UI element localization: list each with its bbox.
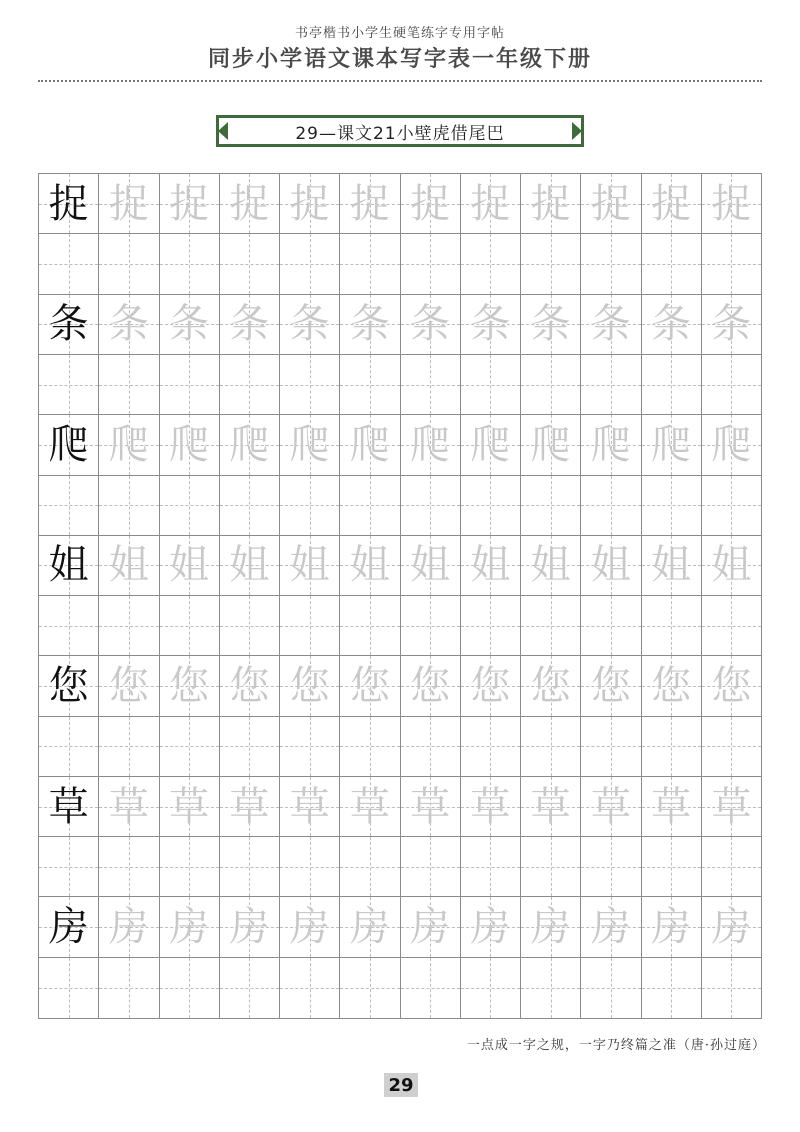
trace-cell[interactable] [99, 897, 159, 956]
trace-cell[interactable] [220, 295, 280, 354]
trace-cell[interactable] [401, 415, 461, 474]
trace-cell[interactable] [220, 656, 280, 715]
trace-character: 您 [651, 663, 692, 710]
trace-character: 姐 [229, 542, 270, 589]
trace-cell[interactable] [99, 295, 159, 354]
blank-cell[interactable] [521, 234, 581, 293]
character-row [39, 656, 761, 716]
blank-cell[interactable] [340, 958, 400, 1018]
trace-character: 爬 [711, 421, 752, 468]
trace-cell[interactable] [160, 174, 220, 233]
character-row [39, 897, 761, 957]
trace-character: 捉 [711, 180, 752, 227]
blank-cell[interactable] [642, 717, 702, 776]
trace-character: 草 [590, 783, 631, 830]
blank-cell[interactable] [280, 717, 340, 776]
trace-character: 姐 [410, 542, 451, 589]
trace-cell[interactable] [340, 174, 400, 233]
trace-character: 您 [590, 663, 631, 710]
practice-row [39, 295, 761, 416]
calligraphy-quote: 一点成一字之规，一字乃终篇之准（唐·孙过庭） [466, 1038, 766, 1053]
trace-cell[interactable] [461, 897, 521, 956]
trace-cell[interactable] [160, 897, 220, 956]
trace-character: 捉 [229, 180, 270, 227]
blank-cell[interactable] [160, 958, 220, 1018]
trace-cell[interactable] [702, 415, 761, 474]
lesson-banner [216, 115, 584, 147]
banner-right-arrow-icon [572, 122, 582, 140]
trace-cell[interactable] [702, 897, 761, 956]
blank-cell[interactable] [461, 717, 521, 776]
trace-character: 条 [590, 301, 631, 348]
trace-cell[interactable] [702, 295, 761, 354]
trace-character: 姐 [349, 542, 390, 589]
trace-cell[interactable] [642, 536, 702, 595]
model-character: 房 [48, 904, 89, 951]
trace-cell[interactable] [521, 656, 581, 715]
trace-cell[interactable] [581, 174, 641, 233]
trace-cell[interactable] [340, 656, 400, 715]
trace-cell[interactable] [99, 656, 159, 715]
trace-cell[interactable] [99, 777, 159, 836]
trace-character: 捉 [410, 180, 451, 227]
trace-character: 爬 [169, 421, 210, 468]
trace-cell[interactable] [280, 174, 340, 233]
trace-cell[interactable] [461, 415, 521, 474]
trace-character: 条 [169, 301, 210, 348]
trace-cell[interactable] [642, 174, 702, 233]
blank-cell[interactable] [220, 837, 280, 896]
blank-practice-row [39, 717, 761, 776]
blank-cell[interactable] [642, 958, 702, 1018]
trace-character: 条 [289, 301, 330, 348]
trace-character: 您 [711, 663, 752, 710]
trace-cell[interactable] [340, 415, 400, 474]
blank-cell[interactable] [581, 476, 641, 535]
blank-cell[interactable] [340, 355, 400, 414]
trace-character: 条 [530, 301, 571, 348]
trace-character: 条 [410, 301, 451, 348]
blank-cell[interactable] [642, 355, 702, 414]
blank-cell[interactable] [160, 234, 220, 293]
trace-character: 捉 [470, 180, 511, 227]
blank-cell[interactable] [401, 958, 461, 1018]
blank-cell[interactable] [39, 596, 99, 655]
blank-cell[interactable] [401, 717, 461, 776]
character-row [39, 536, 761, 596]
blank-cell[interactable] [642, 476, 702, 535]
blank-cell[interactable] [702, 234, 761, 293]
blank-cell[interactable] [581, 958, 641, 1018]
practice-row [39, 536, 761, 657]
trace-cell[interactable] [220, 415, 280, 474]
trace-cell[interactable] [280, 415, 340, 474]
model-cell[interactable] [39, 415, 99, 474]
blank-cell[interactable] [280, 596, 340, 655]
trace-cell[interactable] [642, 295, 702, 354]
trace-character: 房 [169, 904, 210, 951]
trace-cell[interactable] [521, 897, 581, 956]
blank-cell[interactable] [461, 355, 521, 414]
trace-cell[interactable] [581, 536, 641, 595]
trace-cell[interactable] [461, 536, 521, 595]
trace-character: 您 [530, 663, 571, 710]
blank-cell[interactable] [521, 476, 581, 535]
trace-character: 捉 [590, 180, 631, 227]
practice-row [39, 777, 761, 898]
trace-character: 条 [651, 301, 692, 348]
trace-character: 捉 [108, 180, 149, 227]
trace-cell[interactable] [521, 174, 581, 233]
trace-character: 条 [229, 301, 270, 348]
blank-cell[interactable] [702, 717, 761, 776]
blank-cell[interactable] [220, 717, 280, 776]
trace-cell[interactable] [99, 174, 159, 233]
blank-cell[interactable] [521, 958, 581, 1018]
blank-cell[interactable] [220, 596, 280, 655]
trace-cell[interactable] [280, 536, 340, 595]
character-row [39, 415, 761, 475]
trace-character: 爬 [410, 421, 451, 468]
header-subtitle: 书亭楷书小学生硬笔练字专用字帖 [294, 26, 505, 41]
trace-character: 房 [651, 904, 692, 951]
trace-cell[interactable] [160, 295, 220, 354]
trace-character: 捉 [289, 180, 330, 227]
trace-character: 爬 [651, 421, 692, 468]
blank-cell[interactable] [702, 476, 761, 535]
blank-cell[interactable] [581, 234, 641, 293]
trace-character: 房 [410, 904, 451, 951]
trace-character: 姐 [590, 542, 631, 589]
trace-character: 条 [108, 301, 149, 348]
blank-cell[interactable] [642, 837, 702, 896]
trace-cell[interactable] [99, 536, 159, 595]
model-cell[interactable] [39, 656, 99, 715]
blank-cell[interactable] [99, 476, 159, 535]
trace-cell[interactable] [160, 415, 220, 474]
trace-cell[interactable] [280, 295, 340, 354]
blank-cell[interactable] [461, 234, 521, 293]
trace-character: 姐 [289, 542, 330, 589]
blank-cell[interactable] [39, 476, 99, 535]
blank-cell[interactable] [99, 234, 159, 293]
blank-cell[interactable] [99, 355, 159, 414]
trace-cell[interactable] [401, 777, 461, 836]
trace-cell[interactable] [220, 536, 280, 595]
practice-row [39, 897, 761, 1018]
blank-cell[interactable] [642, 596, 702, 655]
blank-cell[interactable] [280, 234, 340, 293]
trace-character: 房 [108, 904, 149, 951]
trace-character: 草 [651, 783, 692, 830]
blank-cell[interactable] [702, 958, 761, 1018]
trace-cell[interactable] [702, 656, 761, 715]
model-cell[interactable] [39, 174, 99, 233]
trace-cell[interactable] [340, 295, 400, 354]
trace-cell[interactable] [401, 656, 461, 715]
page-title: 同步小学语文课本写字表一年级下册 [207, 46, 592, 72]
trace-cell[interactable] [581, 897, 641, 956]
blank-practice-row [39, 596, 761, 655]
blank-cell[interactable] [521, 717, 581, 776]
trace-character: 草 [349, 783, 390, 830]
blank-cell[interactable] [160, 355, 220, 414]
trace-cell[interactable] [581, 415, 641, 474]
blank-cell[interactable] [39, 355, 99, 414]
blank-cell[interactable] [220, 234, 280, 293]
blank-cell[interactable] [581, 717, 641, 776]
trace-cell[interactable] [340, 536, 400, 595]
blank-cell[interactable] [99, 958, 159, 1018]
trace-cell[interactable] [642, 656, 702, 715]
page-number: 29 [384, 1073, 418, 1097]
blank-cell[interactable] [401, 596, 461, 655]
trace-cell[interactable] [461, 295, 521, 354]
blank-cell[interactable] [461, 476, 521, 535]
practice-grid [38, 173, 762, 1019]
trace-character: 捉 [530, 180, 571, 227]
blank-cell[interactable] [702, 837, 761, 896]
trace-cell[interactable] [220, 897, 280, 956]
trace-character: 姐 [711, 542, 752, 589]
blank-cell[interactable] [280, 958, 340, 1018]
blank-cell[interactable] [521, 596, 581, 655]
trace-cell[interactable] [340, 897, 400, 956]
trace-character: 爬 [289, 421, 330, 468]
trace-character: 您 [410, 663, 451, 710]
blank-cell[interactable] [461, 837, 521, 896]
trace-cell[interactable] [521, 415, 581, 474]
trace-cell[interactable] [160, 656, 220, 715]
trace-character: 姐 [108, 542, 149, 589]
trace-cell[interactable] [521, 777, 581, 836]
blank-cell[interactable] [280, 837, 340, 896]
trace-character: 姐 [470, 542, 511, 589]
blank-cell[interactable] [160, 596, 220, 655]
trace-character: 您 [289, 663, 330, 710]
trace-cell[interactable] [581, 777, 641, 836]
header-divider [38, 80, 762, 82]
trace-character: 爬 [108, 421, 149, 468]
model-character: 姐 [48, 542, 89, 589]
trace-cell[interactable] [160, 536, 220, 595]
model-cell[interactable] [39, 777, 99, 836]
practice-row [39, 656, 761, 777]
blank-cell[interactable] [340, 234, 400, 293]
model-character: 您 [48, 663, 89, 710]
trace-cell[interactable] [160, 777, 220, 836]
trace-character: 草 [229, 783, 270, 830]
trace-cell[interactable] [581, 295, 641, 354]
model-character: 条 [48, 301, 89, 348]
blank-cell[interactable] [220, 958, 280, 1018]
trace-cell[interactable] [401, 897, 461, 956]
trace-character: 姐 [169, 542, 210, 589]
blank-cell[interactable] [39, 234, 99, 293]
blank-cell[interactable] [160, 717, 220, 776]
blank-cell[interactable] [340, 837, 400, 896]
banner-left-arrow-icon [218, 122, 228, 140]
trace-cell[interactable] [401, 536, 461, 595]
trace-character: 爬 [229, 421, 270, 468]
trace-character: 爬 [590, 421, 631, 468]
trace-character: 草 [530, 783, 571, 830]
blank-cell[interactable] [461, 958, 521, 1018]
trace-character: 您 [349, 663, 390, 710]
trace-cell[interactable] [401, 174, 461, 233]
trace-character: 房 [349, 904, 390, 951]
trace-character: 房 [590, 904, 631, 951]
character-row [39, 174, 761, 234]
trace-character: 您 [229, 663, 270, 710]
trace-character: 草 [711, 783, 752, 830]
practice-row [39, 174, 761, 295]
blank-cell[interactable] [220, 476, 280, 535]
trace-character: 房 [530, 904, 571, 951]
blank-cell[interactable] [521, 837, 581, 896]
trace-character: 姐 [530, 542, 571, 589]
trace-character: 条 [711, 301, 752, 348]
trace-character: 条 [470, 301, 511, 348]
trace-character: 爬 [349, 421, 390, 468]
trace-character: 草 [169, 783, 210, 830]
model-cell[interactable] [39, 536, 99, 595]
character-row [39, 295, 761, 355]
trace-cell[interactable] [280, 656, 340, 715]
trace-cell[interactable] [220, 174, 280, 233]
trace-character: 草 [108, 783, 149, 830]
trace-cell[interactable] [461, 656, 521, 715]
trace-cell[interactable] [280, 897, 340, 956]
trace-cell[interactable] [642, 777, 702, 836]
blank-cell[interactable] [280, 355, 340, 414]
blank-cell[interactable] [581, 596, 641, 655]
trace-character: 房 [229, 904, 270, 951]
model-character: 草 [48, 783, 89, 830]
blank-cell[interactable] [39, 958, 99, 1018]
trace-character: 您 [470, 663, 511, 710]
blank-cell[interactable] [581, 355, 641, 414]
blank-cell[interactable] [160, 837, 220, 896]
trace-character: 您 [108, 663, 149, 710]
blank-practice-row [39, 355, 761, 414]
trace-character: 姐 [651, 542, 692, 589]
trace-cell[interactable] [702, 777, 761, 836]
trace-character: 捉 [349, 180, 390, 227]
blank-cell[interactable] [461, 596, 521, 655]
character-row [39, 777, 761, 837]
blank-cell[interactable] [702, 355, 761, 414]
model-character: 捉 [48, 180, 89, 227]
trace-character: 您 [169, 663, 210, 710]
blank-cell[interactable] [521, 355, 581, 414]
model-cell[interactable] [39, 897, 99, 956]
blank-cell[interactable] [99, 717, 159, 776]
blank-practice-row [39, 476, 761, 535]
blank-cell[interactable] [702, 596, 761, 655]
blank-cell[interactable] [401, 234, 461, 293]
blank-practice-row [39, 234, 761, 293]
model-cell[interactable] [39, 295, 99, 354]
blank-cell[interactable] [220, 355, 280, 414]
blank-cell[interactable] [280, 476, 340, 535]
trace-cell[interactable] [702, 174, 761, 233]
trace-character: 捉 [169, 180, 210, 227]
blank-cell[interactable] [581, 837, 641, 896]
trace-cell[interactable] [401, 295, 461, 354]
blank-cell[interactable] [401, 355, 461, 414]
trace-cell[interactable] [280, 777, 340, 836]
trace-cell[interactable] [702, 536, 761, 595]
blank-cell[interactable] [401, 837, 461, 896]
trace-character: 草 [289, 783, 330, 830]
trace-character: 房 [470, 904, 511, 951]
model-character: 爬 [48, 421, 89, 468]
blank-cell[interactable] [39, 837, 99, 896]
trace-cell[interactable] [581, 656, 641, 715]
trace-cell[interactable] [521, 295, 581, 354]
blank-cell[interactable] [340, 717, 400, 776]
trace-character: 房 [289, 904, 330, 951]
trace-cell[interactable] [642, 897, 702, 956]
blank-cell[interactable] [99, 596, 159, 655]
practice-row [39, 415, 761, 536]
trace-cell[interactable] [461, 777, 521, 836]
trace-character: 捉 [651, 180, 692, 227]
blank-practice-row [39, 958, 761, 1018]
blank-cell[interactable] [160, 476, 220, 535]
trace-character: 爬 [470, 421, 511, 468]
trace-cell[interactable] [461, 174, 521, 233]
blank-cell[interactable] [401, 476, 461, 535]
trace-cell[interactable] [642, 415, 702, 474]
blank-cell[interactable] [340, 596, 400, 655]
blank-cell[interactable] [39, 717, 99, 776]
trace-character: 条 [349, 301, 390, 348]
trace-character: 爬 [530, 421, 571, 468]
blank-cell[interactable] [642, 234, 702, 293]
trace-cell[interactable] [220, 777, 280, 836]
trace-character: 草 [470, 783, 511, 830]
trace-cell[interactable] [521, 536, 581, 595]
blank-cell[interactable] [340, 476, 400, 535]
blank-cell[interactable] [99, 837, 159, 896]
lesson-title: 29—课文21小壁虎借尾巴 [295, 123, 505, 144]
trace-cell[interactable] [340, 777, 400, 836]
trace-character: 房 [711, 904, 752, 951]
trace-character: 草 [410, 783, 451, 830]
blank-practice-row [39, 837, 761, 896]
trace-cell[interactable] [99, 415, 159, 474]
